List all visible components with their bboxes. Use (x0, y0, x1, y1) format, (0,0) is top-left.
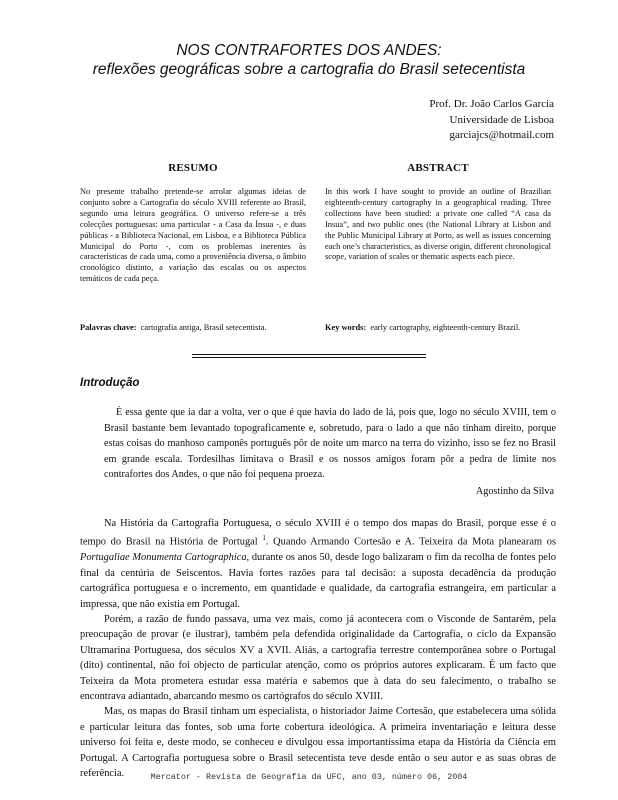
abstract-heading: ABSTRACT (407, 162, 469, 174)
body-paragraph-1 (80, 516, 556, 612)
resumo-keywords-label: Palavras chave: (80, 323, 137, 332)
resumo-column (80, 162, 306, 332)
footnote-ref-1[interactable]: 1 (262, 534, 266, 543)
p1-italic-title: Portugaliae Monumenta Cartographica (80, 552, 247, 564)
author-email[interactable]: garciajcs@hotmail.com (449, 129, 554, 141)
resumo-keywords-value: cartografia antiga, Brasil setecentista. (140, 323, 267, 332)
resumo-keywords (80, 322, 320, 333)
p1-part-b: . Quando Armando Cortesão e A. Teixeira da Mota planearam os (265, 536, 556, 548)
abstract-keywords-label: Key words: (325, 323, 367, 332)
abstract-column (325, 162, 551, 332)
abstract-text: In this work I have sought to provide an outline of Brazilian eighteenth-century cartography in a geographical reading. Three collections have been studied: a private one called “A casa da Insua”, and two public ones (the National Library at Lisbon and the Public Municipal Library at Porto, as well as issues concerning each one’s characteristics, as diverse origin, different chronological scope, variation of scales or thematic aspects each piece. (325, 187, 551, 262)
author-affiliation: Universidade de Lisboa (449, 113, 554, 126)
epigraph-quote: É essa gente que ia dar a volta, ver o que é que havia do lado de lá, pois que, logo no século XVIII, tem o Brasil bastante bem levantado topograficamente e, sobretudo, para o lado a que não tinham direito, porque estas coisas do manhoso camponês português pôr de noite um marco na terra do vizinho, isso se fez no Brasil em grande escala. Tordesilhas limitava o Brasil e os nossos amigos foram pôr a pedra de limite nos contrafortes dos Andes, o que não foi pequena proeza. (104, 407, 556, 480)
title-line-1: NOS CONTRAFORTES DOS ANDES: (176, 42, 442, 59)
section-heading: Introdução (80, 377, 140, 389)
title-line-2: reflexões geográficas sobre a cartografia do Brasil setecentista (92, 61, 526, 78)
abstract-keywords (325, 322, 565, 333)
article-title (0, 41, 618, 79)
abstract-keywords-value: early cartography, eighteenth-century Brazil. (370, 323, 521, 332)
divider-line-top (192, 354, 426, 355)
p1-part-a: Na História da Cartografia Portuguesa, o século XVIII é o tempo dos mapas do Brasil, porque esse é o tempo do Brasil na História de Portugal (80, 518, 556, 548)
body-text (80, 516, 556, 781)
resumo-heading: RESUMO (168, 162, 218, 174)
body-paragraph-3: Mas, os mapas do Brasil tinham um especialista, o historiador Jaime Cortesão, que estabelecera uma sólida e particular leitura das fontes, sob uma forte cobertura ideológica. A primeira inventariação e leitura desse universo foi feita e, deste modo, se conheceu e divulgou essa importantíssima etapa da História da Ciência em Portugal. A Cartografia portuguesa sobre o Brasil setecentista teve desde então o seu autor e as suas obras de referência. (80, 706, 556, 779)
epigraph-author: Agostinho da Silva (475, 486, 554, 497)
resumo-text: No presente trabalho pretende-se arrolar algumas ideias de conjunto sobre a Cartografia do século XVIII referente ao Brasil, segundo uma leitura geográfica. O universo refere-se a três colecções portuguesas: uma particular - a Casa da Ínsua -, e duas públicas - a Biblioteca Nacional, em Lisboa, e a Biblioteca Pública Municipal do Porto -, com os problemas inerentes às características de cada uma, como a proveniência diversa, o âmbito cronológico distinto, a variação das escalas ou os aspectos temáticos de cada peça. (80, 187, 306, 284)
body-paragraph-2: Porém, a razão de fundo passava, uma vez mais, como já acontecera com o Visconde de Santarém, pela preocupação de provar (e ilustrar), também pela defendida originalidade da Cartografia, o ciclo da Expansão Ultramarina Portuguesa, dos séculos XV a XVII. Aliás, a cartografia terrestre contemporânea sobre o Portugal (dito) continental, não foi objecto de particular atenção, como os próprios autores explicaram. É um facto que Teixeira da Mota prometera estudar essa matéria e sabemos que à data do seu falecimento, o trabalho se encontrava adiantado, abarcando mesmo os cartógrafos do século XVIII. (80, 613, 556, 702)
author-name: Prof. Dr. João Carlos Garcia (429, 98, 554, 110)
p1-part-c: , durante os anos 50, desde logo balizaram o fim da recolha de fontes pelo final da centúria de Seiscentos. Havia fortes razões para tal decisão: a suposta decadência da produção cartográfica portuguesa e o incremento, em quantidade e qualidade, da cartografia estrangeira, em particular a impressa, que não existia em Portugal. (80, 552, 556, 610)
author-block (429, 97, 554, 144)
divider-line-bottom (192, 357, 426, 358)
page-footer: Mercator - Revista de Geografia da UFC, ano 03, número 06, 2004 (150, 772, 468, 782)
